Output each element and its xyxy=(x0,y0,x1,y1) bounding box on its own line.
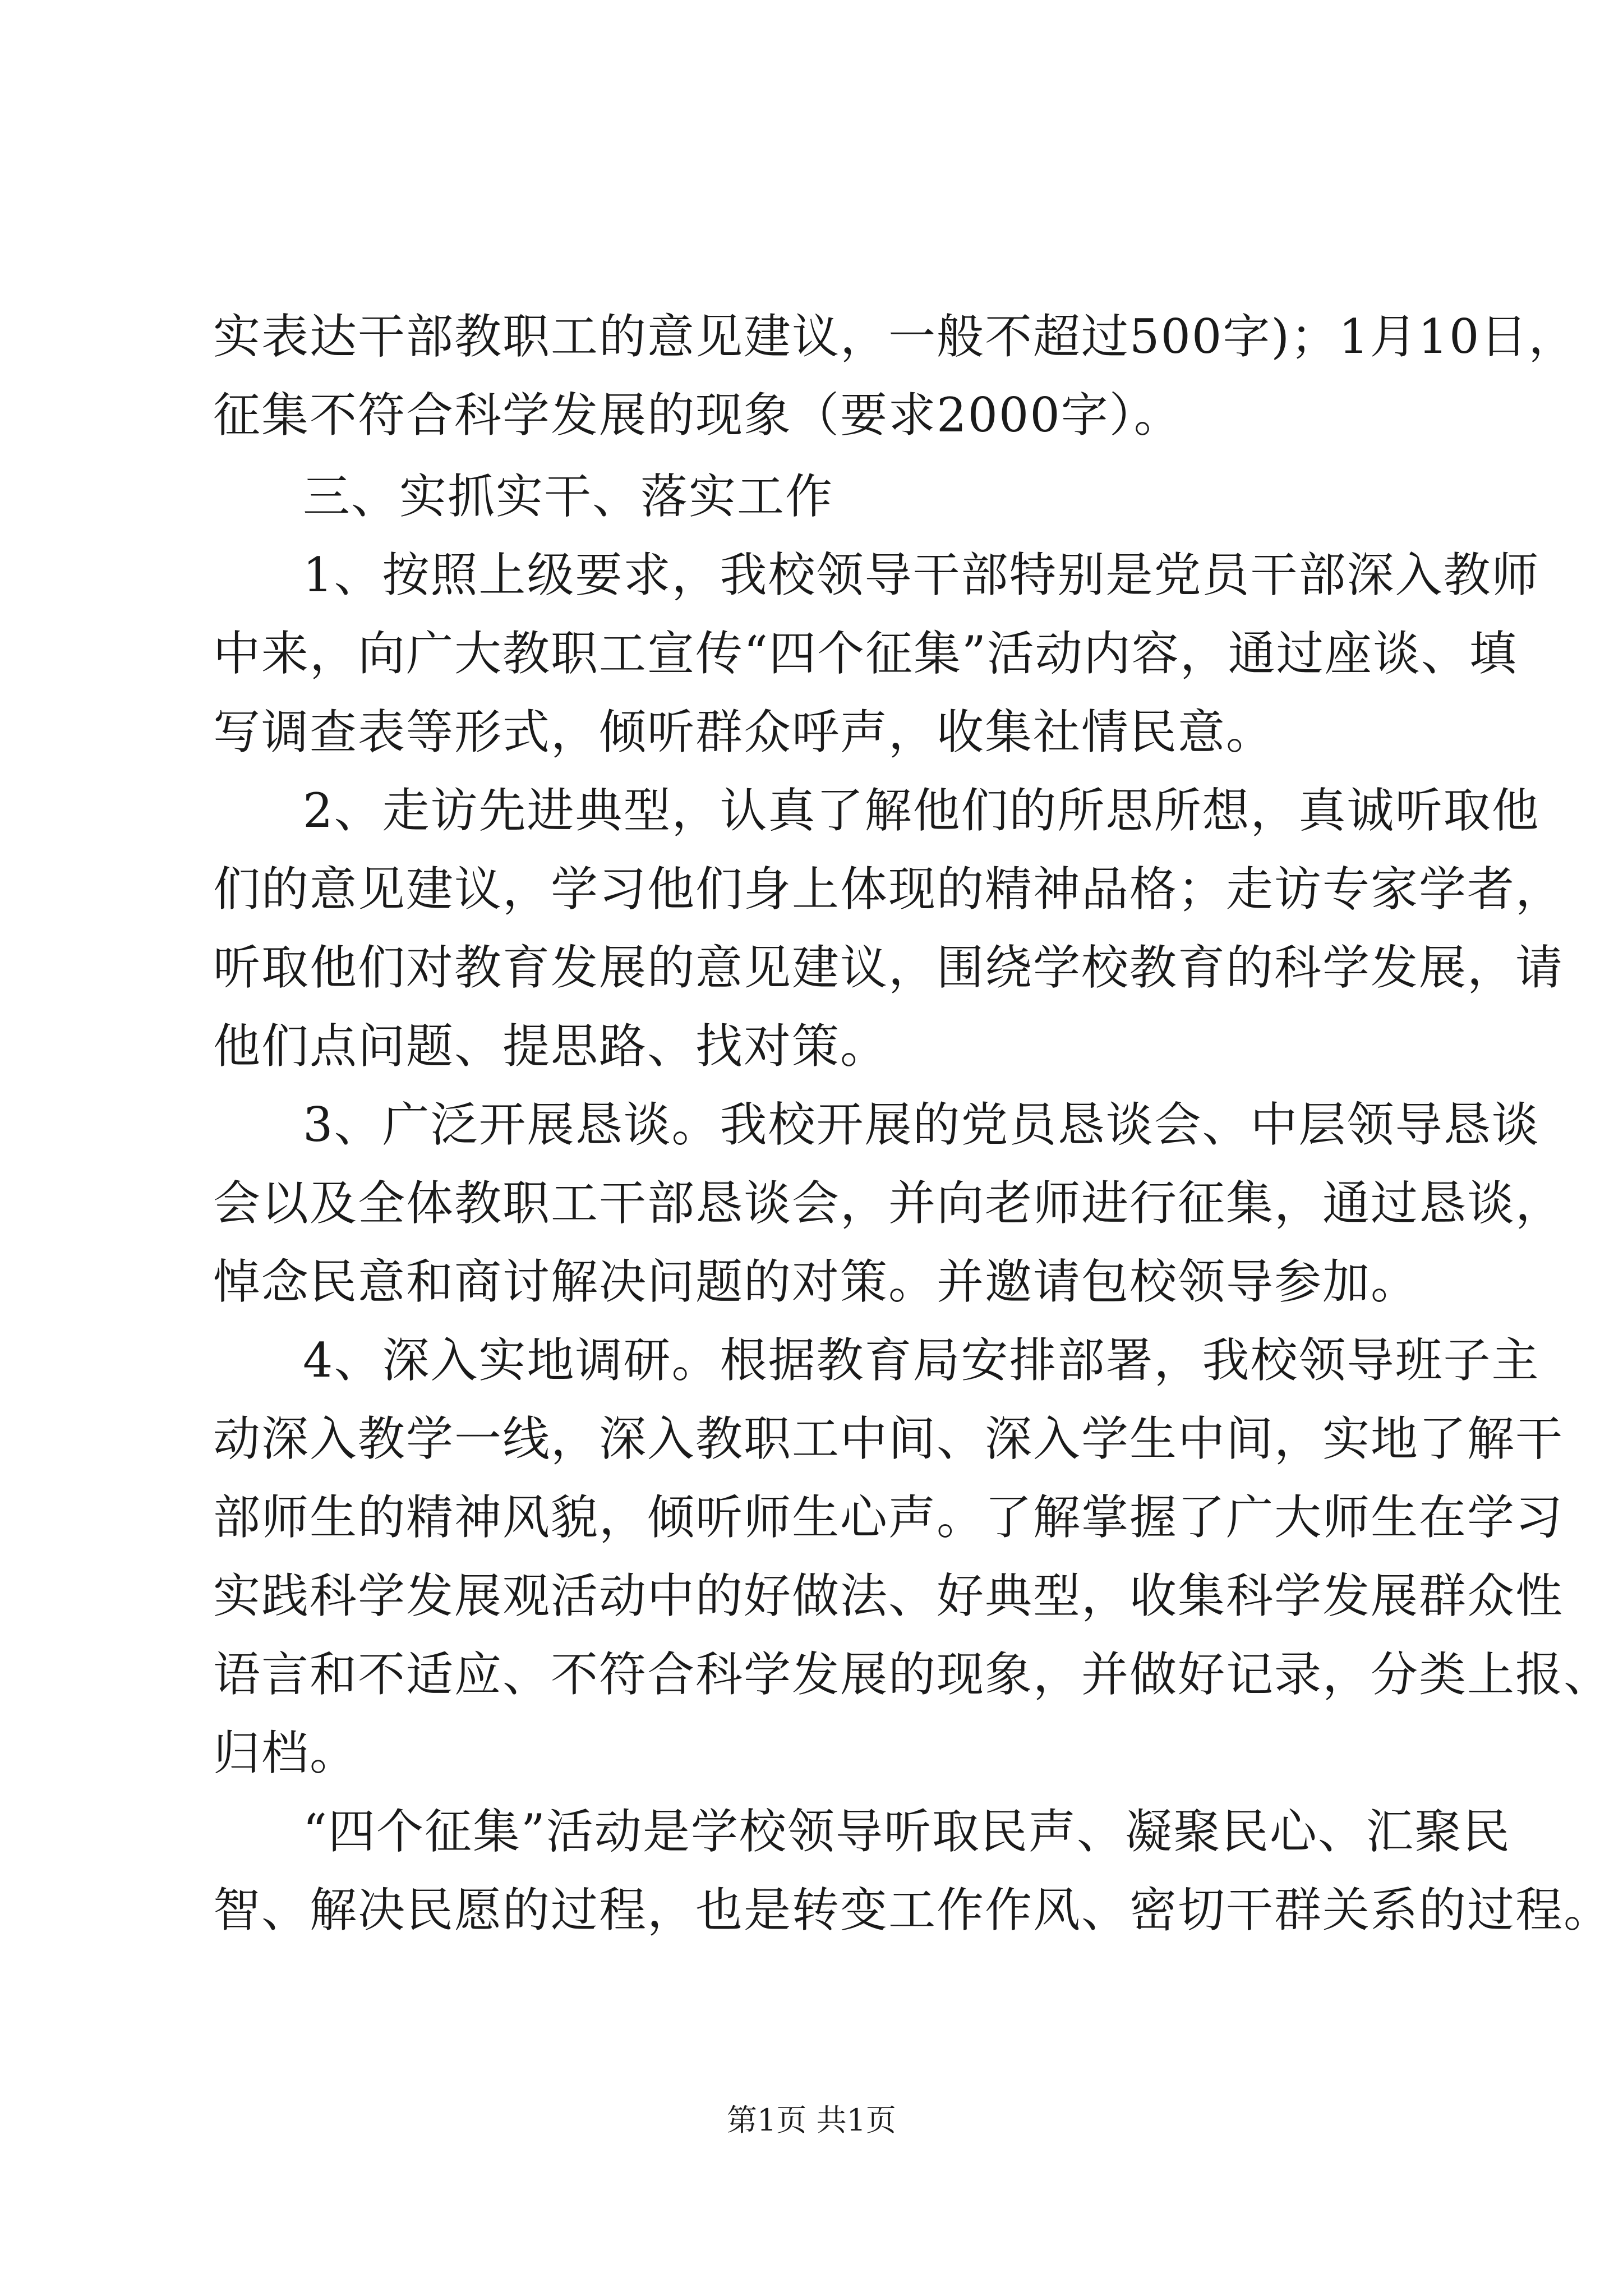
body-line-8: 们的意见建议，学习他们身上体现的精神品格；走访专家学者， xyxy=(213,862,1564,917)
body-line-18: 语言和不适应、不符合科学发展的现象，并做好记录，分类上报、 xyxy=(213,1647,1612,1702)
body-line-1: 实表达干部教职工的意见建议，一般不超过500字)；1月10日， xyxy=(213,309,1577,364)
body-line-15: 动深入教学一线，深入教职工中间、深入学生中间，实地了解干 xyxy=(213,1411,1564,1466)
body-line-19: 归档。 xyxy=(213,1726,358,1780)
body-line-9: 听取他们对教育发展的意见建议，围绕学校教育的科学发展，请 xyxy=(213,940,1564,995)
body-line-17: 实践科学发展观活动中的好做法、好典型，收集科学发展群众性 xyxy=(213,1568,1564,1623)
body-line-20: “四个征集”活动是学校领导听取民声、凝聚民心、汇聚民 xyxy=(303,1804,1511,1859)
body-line-6: 写调查表等形式，倾听群众呼声，收集社情民意。 xyxy=(213,705,1275,760)
body-line-2: 征集不符合科学发展的现象（要求2000字）。 xyxy=(213,388,1182,443)
body-line-11: 3、广泛开展恳谈。我校开展的党员恳谈会、中层领导恳谈 xyxy=(303,1097,1540,1152)
body-line-12: 会以及全体教职工干部恳谈会，并向老师进行征集，通过恳谈， xyxy=(213,1176,1564,1231)
body-line-5: 中来，向广大教职工宣传“四个征集”活动内容，通过座谈、填 xyxy=(213,626,1518,681)
body-line-21: 智、解决民愿的过程，也是转变工作作风、密切干群关系的过程。 xyxy=(213,1883,1612,1938)
body-line-13: 悼念民意和商讨解决问题的对策。并邀请包校领导参加。 xyxy=(213,1254,1419,1309)
section-heading-3: 三、实抓实干、落实工作 xyxy=(303,469,834,524)
body-line-7: 2、走访先进典型，认真了解他们的所思所想，真诚听取他 xyxy=(303,783,1540,838)
body-line-14: 4、深入实地调研。根据教育局安排部署，我校领导班子主 xyxy=(303,1333,1540,1388)
body-line-4: 1、按照上级要求，我校领导干部特别是党员干部深入教师 xyxy=(303,547,1540,602)
body-line-10: 他们点问题、提思路、找对策。 xyxy=(213,1019,889,1074)
body-line-16: 部师生的精神风貌，倾听师生心声。了解掌握了广大师生在学习 xyxy=(213,1490,1564,1545)
page-number-footer: 第1页 共1页 xyxy=(727,2102,896,2138)
